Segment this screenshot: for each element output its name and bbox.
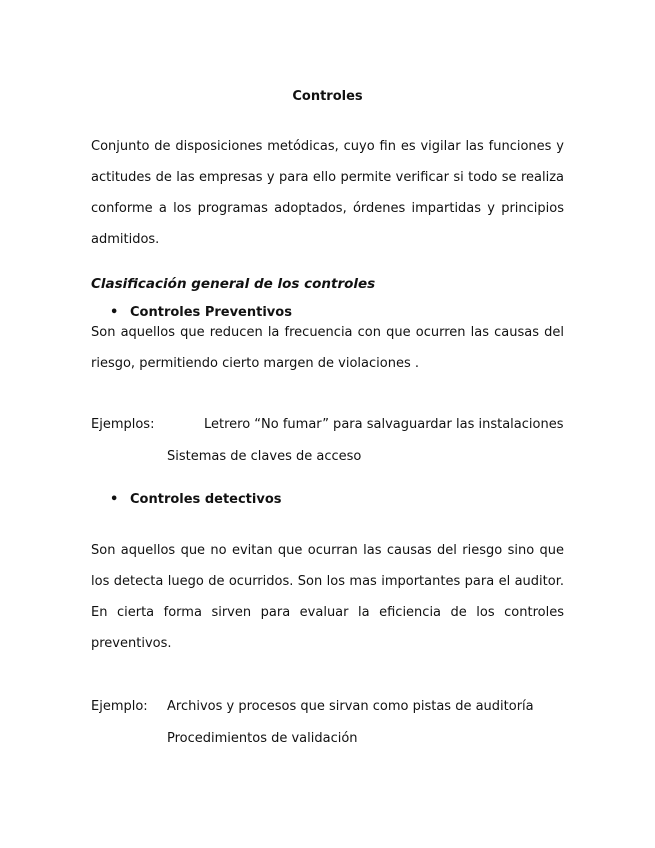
preventive-example-2: Sistemas de claves de acceso bbox=[167, 449, 362, 464]
bullet-dot-icon: • bbox=[110, 305, 119, 320]
bullet-dot-icon: • bbox=[110, 492, 119, 507]
detective-example-2: Procedimientos de validación bbox=[167, 731, 358, 746]
intro-paragraph: Conjunto de disposiciones metódicas, cuyo fin es vigilar las funciones y actitudes de las empresas y para ello permite verificar si todo se realiza conforme a los programas adoptados, órdenes impartidas y principios admitidos. bbox=[91, 139, 564, 247]
detective-example-1: Archivos y procesos que sirvan como pistas de auditoría bbox=[167, 699, 534, 714]
bullet-detective bbox=[110, 492, 282, 508]
preventive-example-1: Letrero “No fumar” para salvaguardar las instalaciones bbox=[204, 417, 564, 432]
detective-examples-label: Ejemplo: bbox=[91, 699, 148, 714]
preventive-heading: Controles Preventivos bbox=[130, 305, 292, 320]
detective-heading: Controles detectivos bbox=[130, 492, 282, 507]
section-heading: Clasificación general de los controles bbox=[91, 276, 376, 292]
page-title: Controles bbox=[292, 89, 363, 104]
preventive-examples-label: Ejemplos: bbox=[91, 417, 155, 432]
preventive-description: Son aquellos que reducen la frecuencia con que ocurren las causas del riesgo, permitiendo cierto margen de violaciones . bbox=[91, 325, 564, 371]
detective-description: Son aquellos que no evitan que ocurran las causas del riesgo sino que los detecta luego de ocurridos. Son los mas importantes para el auditor. En cierta forma sirven para evaluar la eficiencia de los controles preventivos. bbox=[91, 543, 564, 651]
